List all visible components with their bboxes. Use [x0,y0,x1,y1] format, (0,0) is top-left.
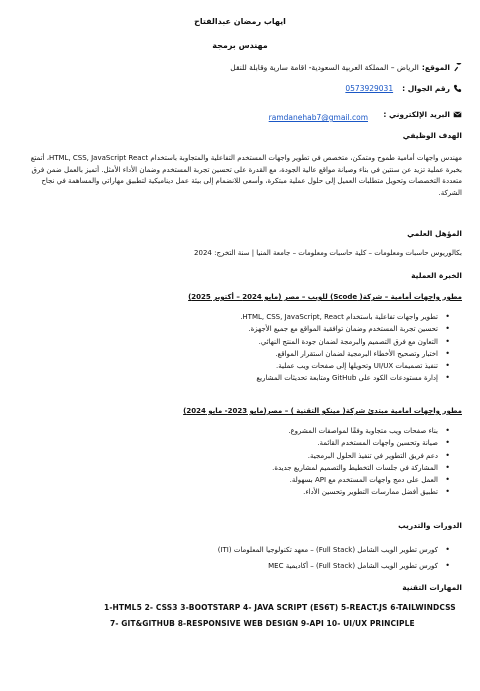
contact-location [230,63,462,72]
phone-label: رقم الجوال : [402,84,450,93]
job-title: مهندس برمجة [212,41,268,50]
list-item: • صيانة وتحسين واجهات المستخدم القائمة. [272,437,450,449]
email-link[interactable]: ramdanehab7@gmail.com [268,113,368,122]
summary-text: مهندس واجهات أمامية طموح ومتمكن، متخصص في تطوير واجهات المستخدم التفاعلية والمتجاوبة باستخدام HTML, CSS, JavaScript React، أتمتع بخبرة عملية تزيد عن سنتين في بناء وصيانة مواقع عالية الجودة، مع القدرة على تحسين تجربة المستخدم وضمان الأداء الأمثل. أتميز بالعمل ضمن فرق متعددة التخصصات وتحويل متطلبات العميل إلى حلول عملية مبتكرة، وأسعى للانضمام إلى بيئة عمل ديناميكية لتطبيق مهاراتي والمساهمة في نجاح الشركة. [30,154,462,197]
courses-list [218,542,450,574]
list-item: • كورس تطوير الويب الشامل (Full Stack) – أكاديمية MEC [218,558,450,574]
summary-heading: الهدف الوظيفي [402,131,462,140]
skills-line-1: 1-HTML5 2- CSS3 3-BOOTSTARP 4- JAVA SCRIPT (ES6T) 5-REACT.JS 6-TAILWINDCSS [104,603,456,612]
skills-heading: المهارات التقنية [402,583,462,592]
courses-heading: الدورات والتدريب [398,521,462,530]
email-label: البريد الإلكتروني : [383,110,450,119]
experience-heading: الخبرة العملية [411,271,462,280]
job-1-title: مطور واجهات أمامية – شركة( Scode) للويب – مصر (مايو 2024 – أكتوبر 2025) [188,293,462,301]
list-item: • دعم فريق التطوير في تنفيذ الحلول البرمجية. [272,450,450,462]
list-item: • المشاركة في جلسات التخطيط والتصميم لمشاريع جديدة. [272,462,450,474]
phone-link[interactable]: 0573929031 [345,84,394,93]
contact-email [383,110,462,119]
location-label: الموقع: [421,63,450,72]
list-item: • تنفيذ تصميمات UI/UX وتحويلها إلى صفحات ويب عملية. [240,360,450,372]
phone-icon [453,84,462,93]
list-item: • كورس تطوير الويب الشامل (Full Stack) – معهد تكنولوجيا المعلومات (ITI) [218,542,450,558]
job-2-title: مطور واجهات امامية مبتدئ شركة( مينكو التقنية ) – مصر(مايو 2023- مايو 2024) [183,407,462,415]
job-2-bullets [272,425,450,499]
list-item: • تحسين تجربة المستخدم وضمان توافقية المواقع مع جميع الأجهزة. [240,323,450,335]
list-item: • العمل على دمج واجهات المستخدم مع API بسهولة. [272,474,450,486]
map-pin-icon [453,63,462,72]
education-heading: المؤهل العلمي [407,229,462,238]
skills-line-2: 7- GIT&GITHUB 8-RESPONSIVE WEB DESIGN 9-API 10- UI/UX PRINCIPLE [110,619,415,628]
education-text: بكالوريوس حاسبات ومعلومات – كلية حاسبات ومعلومات – جامعة المنيا | سنة التخرج: 2024 [194,249,462,257]
list-item: • بناء صفحات ويب متجاوبة وفقًا لمواصفات المشروع. [272,425,450,437]
email-icon [453,110,462,119]
contact-phone [345,84,462,93]
list-item: • التعاون مع فرق التصميم والبرمجة لضمان جودة المنتج النهائي. [240,336,450,348]
job-1-bullets [240,311,450,385]
list-item: • اختبار وتصحيح الأخطاء البرمجية لضمان استقرار المواقع. [240,348,450,360]
list-item: • تطبيق أفضل ممارسات التطوير وتحسين الأداء. [272,486,450,498]
list-item: • إدارة مستودعات الكود على GitHub ومتابعة تحديثات المشاريع [240,372,450,384]
list-item: • تطوير واجهات تفاعلية باستخدام HTML, CSS, JavaScript, React. [240,311,450,323]
location-value: الرياض – المملكة العربية السعودية- اقامة سارية وقابلة للنقل [230,63,419,72]
candidate-name: ايهاب رمضان عبدالفتاح [194,17,286,26]
